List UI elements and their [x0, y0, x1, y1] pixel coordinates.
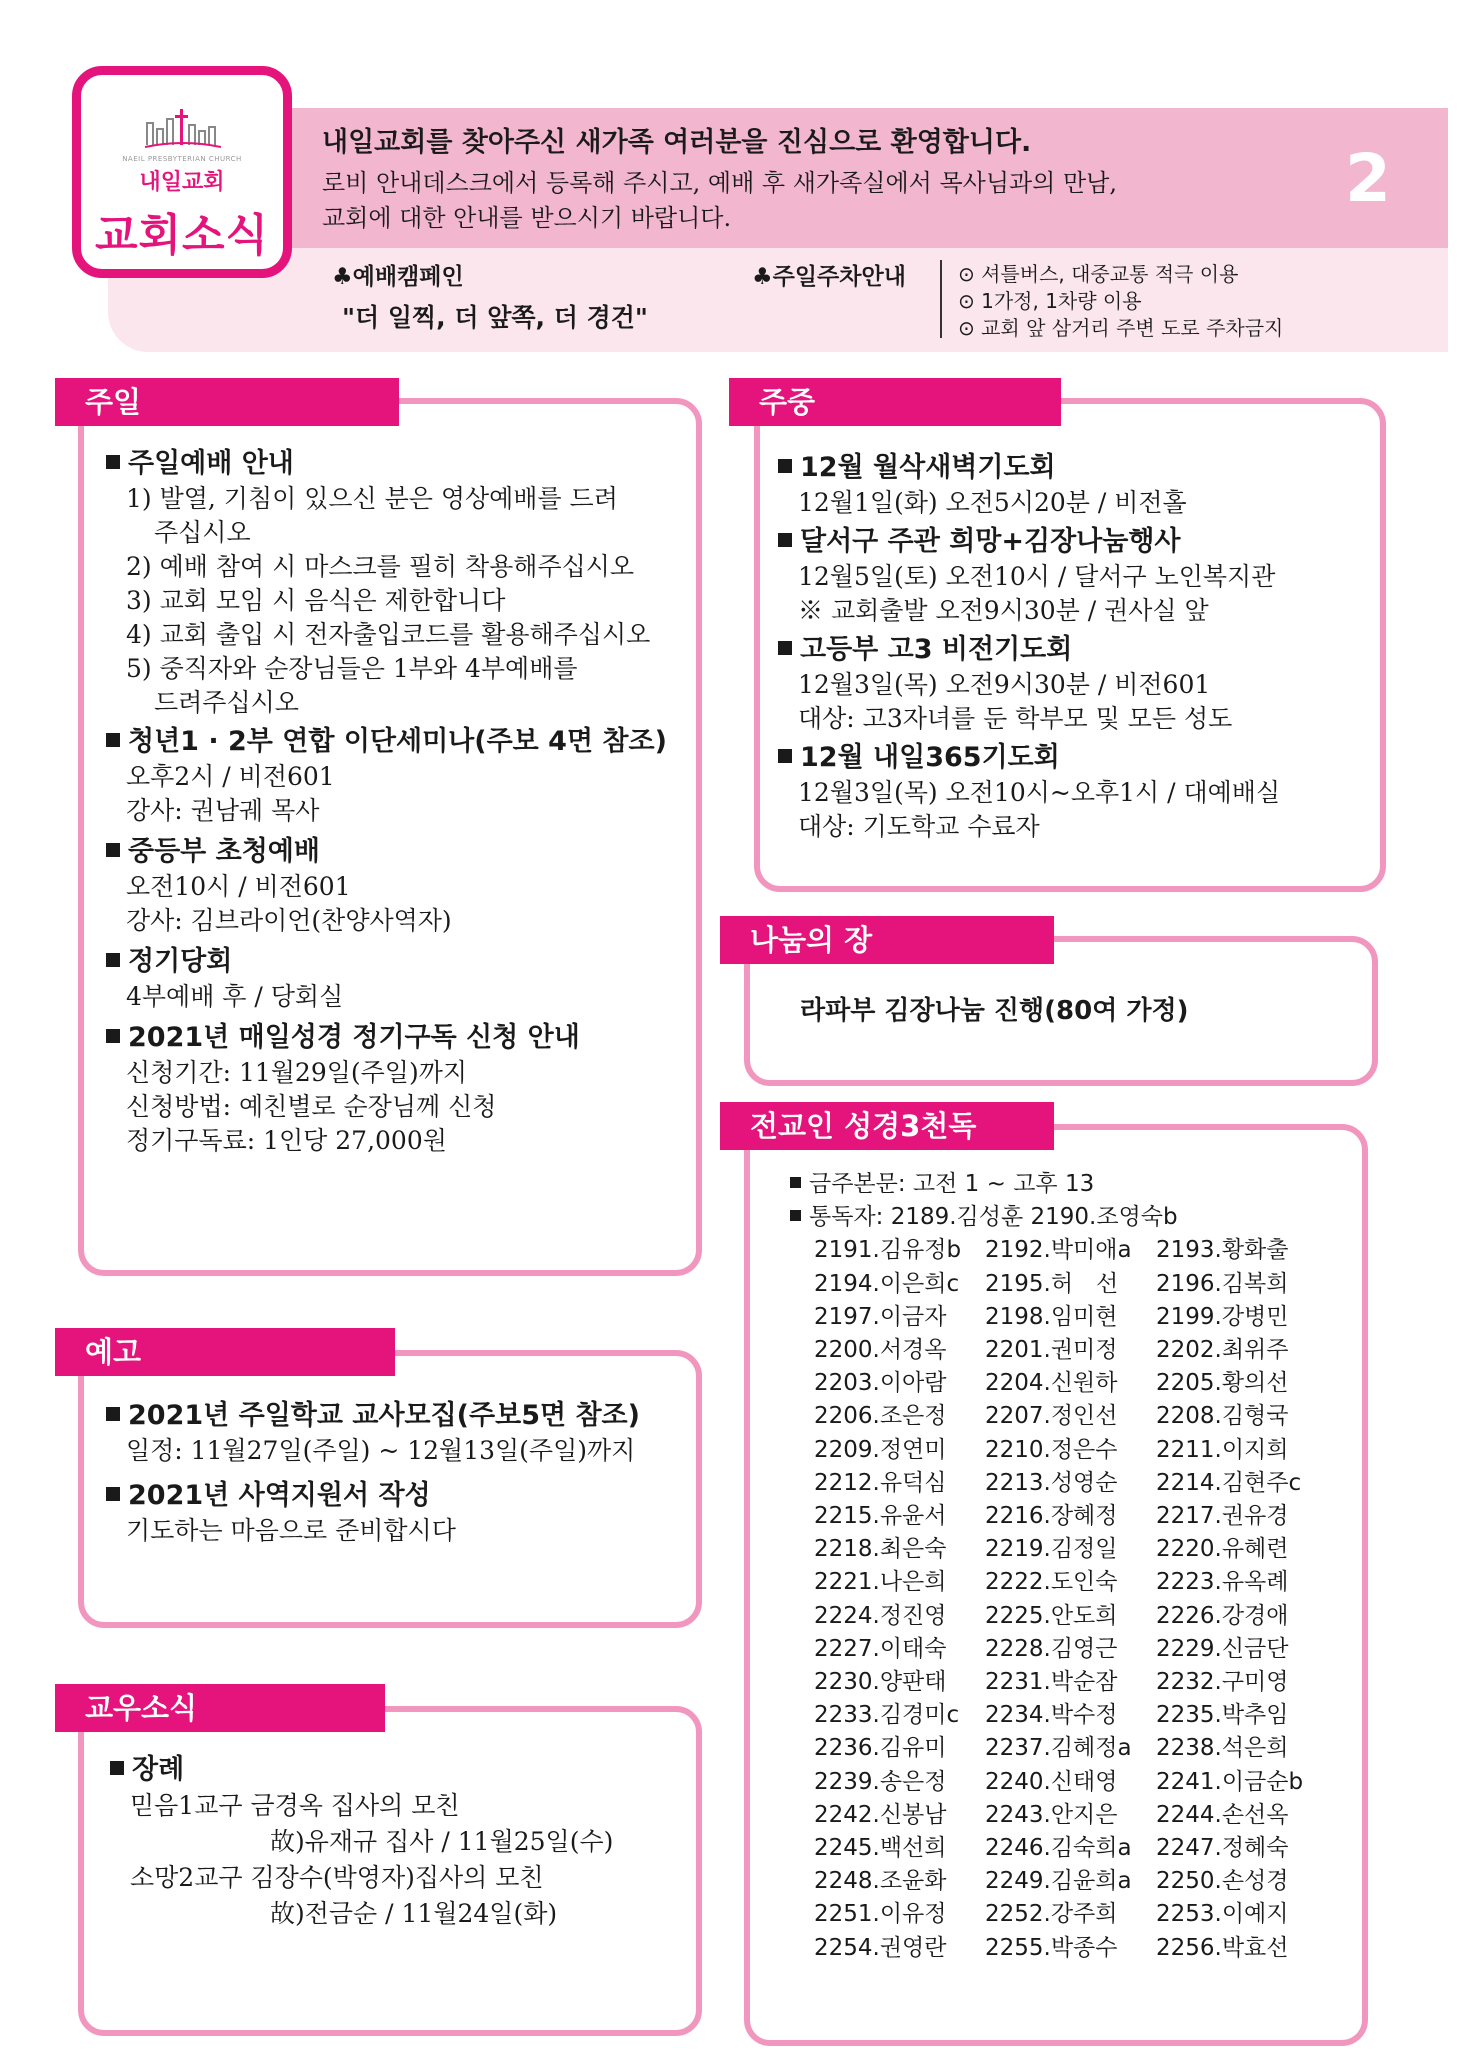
reader-name: 2240.신태영: [985, 1768, 1118, 1795]
reader-name: 2197.이금자: [814, 1303, 947, 1330]
reader-list: [790, 1234, 1327, 1964]
list-item: [814, 1666, 1327, 1699]
square-bullet-icon: [778, 641, 792, 655]
item-line: 12월3일(목) 오전9시30분 / 비전601: [798, 670, 1211, 699]
item-line: 신청기간: 11월29일(주일)까지: [126, 1058, 468, 1087]
reader-name: 2210.정은수: [985, 1436, 1118, 1463]
reader-name: 2200.서경옥: [814, 1337, 947, 1364]
list-item: [814, 1500, 1327, 1533]
item-line: 故)유재규 집사 / 11월25일(수): [270, 1827, 614, 1856]
sunday-content: [106, 446, 667, 1158]
list-item: [814, 1865, 1327, 1898]
reader-name: 2236.김유미: [814, 1735, 947, 1762]
item-line: 주십시오: [154, 518, 251, 547]
square-bullet-icon: [790, 1177, 801, 1188]
square-bullet-icon: [106, 733, 120, 747]
reader-name: 2250.손성경: [1156, 1868, 1289, 1895]
reader-name: 2233.김경미c: [814, 1702, 960, 1729]
reader-name: 2255.박종수: [985, 1934, 1118, 1961]
reader-name: 2242.신봉남: [814, 1801, 947, 1828]
divider: [940, 260, 942, 338]
item-line: 오후2시 / 비전601: [126, 762, 335, 791]
item-heading: 2021년 주일학교 교사모집(주보5면 참조): [106, 1398, 640, 1434]
logo-name: 내일교회: [139, 170, 225, 195]
reader-name: 2196.김복희: [1156, 1270, 1289, 1297]
campaign-text: "더 일찍, 더 앞쪽, 더 경건": [342, 303, 648, 332]
parking-item: ⊙ 1가정, 1차량 이용: [958, 289, 1142, 313]
mission-readers-intro: 통독자: 2189.김성훈 2190.조영숙b: [790, 1201, 1327, 1234]
parking-item: ⊙ 교회 앞 삼거리 주변 도로 주차금지: [958, 316, 1284, 340]
reader-name: 2194.이은희c: [814, 1270, 960, 1297]
reader-name: 2206.조은정: [814, 1403, 947, 1430]
reader-name: 2254.권영란: [814, 1934, 947, 1961]
weekday-content: [778, 450, 1280, 844]
welcome-headline: 내일교회를 찾아주신 새가족 여러분을 진심으로 환영합니다.: [322, 127, 1032, 158]
reader-name: 2248.조윤화: [814, 1868, 947, 1895]
reader-name: 2224.정진영: [814, 1602, 947, 1629]
reader-name: 2211.이지희: [1156, 1436, 1289, 1463]
list-item: [814, 1467, 1327, 1500]
members-content: [110, 1752, 613, 1932]
item-line: 4) 교회 출입 시 전자출입코드를 활용해주십시오: [126, 620, 651, 649]
item-line: 故)전금순 / 11월24일(화): [270, 1899, 558, 1928]
mission-passage: 금주본문: 고전 1 ~ 고후 13: [790, 1168, 1327, 1201]
mission-content: [790, 1168, 1327, 1965]
item-heading: 고등부 고3 비전기도회: [778, 632, 1280, 668]
parking-item: ⊙ 셔틀버스, 대중교통 적극 이용: [958, 262, 1239, 286]
list-item: [814, 1234, 1327, 1267]
item-line: 강사: 권남궤 목사: [126, 796, 320, 825]
square-bullet-icon: [778, 749, 792, 763]
reader-name: 2245.백선희: [814, 1835, 947, 1862]
page-number: 2: [1345, 140, 1391, 217]
item-heading: 2021년 매일성경 정기구독 신청 안내: [106, 1020, 667, 1056]
welcome-line: 로비 안내데스크에서 등록해 주시고, 예배 후 새가족실에서 목사님과의 만남,: [322, 169, 1117, 197]
item-line: 4부예배 후 / 당회실: [126, 982, 344, 1011]
logo-subtitle: NAEIL PRESBYTERIAN CHURCH: [122, 155, 242, 163]
item-line: ※ 교회출발 오전9시30분 / 권사실 앞: [798, 596, 1209, 625]
reader-name: 2229.신금단: [1156, 1635, 1289, 1662]
list-item: [814, 1533, 1327, 1566]
item-line: 12월1일(화) 오전5시20분 / 비전홀: [798, 488, 1187, 517]
reader-name: 2214.김현주c: [1156, 1469, 1302, 1496]
reader-name: 2230.양판태: [814, 1669, 947, 1696]
list-item: [814, 1633, 1327, 1666]
item-heading: 청년1 · 2부 연합 이단세미나(주보 4면 참조): [106, 724, 667, 760]
tab-members: 교우소식: [55, 1684, 385, 1732]
reader-name: 2219.김정일: [985, 1536, 1118, 1563]
item-line: 12월3일(목) 오전10시~오후1시 / 대예배실: [798, 778, 1281, 807]
reader-name: 2247.정혜숙: [1156, 1835, 1289, 1862]
reader-name: 2215.유윤서: [814, 1503, 947, 1530]
tab-sharing: 나눔의 장: [720, 916, 1054, 964]
list-item: [814, 1732, 1327, 1765]
reader-name: 2198.임미현: [985, 1303, 1118, 1330]
reader-name: 2231.박순잠: [985, 1669, 1118, 1696]
reader-name: 2237.김혜정a: [985, 1735, 1132, 1762]
campaign-label: ♣예배캠페인: [332, 264, 464, 290]
tab-weekday: 주중: [729, 378, 1061, 426]
reader-name: 2220.유혜련: [1156, 1536, 1289, 1563]
reader-name: 2234.박수정: [985, 1702, 1118, 1729]
page-title: 교회소식: [94, 210, 269, 261]
reader-name: 2238.석은희: [1156, 1735, 1289, 1762]
reader-name: 2226.강경애: [1156, 1602, 1289, 1629]
list-item: [814, 1301, 1327, 1334]
reader-name: 2253.이예지: [1156, 1901, 1289, 1928]
item-line: 신청방법: 예친별로 순장님께 신청: [126, 1092, 497, 1121]
item-heading: 중등부 초청예배: [106, 834, 667, 870]
list-item: [814, 1799, 1327, 1832]
item-line: 2) 예배 참여 시 마스크를 필히 착용해주십시오: [126, 552, 635, 581]
reader-name: 2223.유옥례: [1156, 1569, 1289, 1596]
item-line: 오전10시 / 비전601: [126, 872, 351, 901]
list-item: [814, 1600, 1327, 1633]
item-line: 정기구독료: 1인당 27,000원: [126, 1126, 447, 1155]
square-bullet-icon: [106, 1407, 120, 1421]
reader-name: 2207.정인선: [985, 1403, 1118, 1430]
item-line: 강사: 김브라이언(찬양사역자): [126, 906, 452, 935]
reader-name: 2232.구미영: [1156, 1669, 1289, 1696]
reader-name: 2203.이아람: [814, 1370, 947, 1397]
item-line: 12월5일(토) 오전10시 / 달서구 노인복지관: [798, 562, 1276, 591]
reader-name: 2195.허 선: [985, 1270, 1119, 1297]
reader-name: 2249.김윤희a: [985, 1868, 1132, 1895]
reader-name: 2204.신원하: [985, 1370, 1118, 1397]
item-heading: 12월 내일365기도회: [778, 740, 1280, 776]
reader-name: 2225.안도희: [985, 1602, 1118, 1629]
list-item: [814, 1566, 1327, 1599]
item-heading: 장례: [110, 1752, 613, 1788]
reader-name: 2239.송은정: [814, 1768, 947, 1795]
square-bullet-icon: [778, 459, 792, 473]
reader-name: 2246.김숙희a: [985, 1835, 1132, 1862]
item-heading: 달서구 주관 희망+김장나눔행사: [778, 524, 1280, 560]
item-line: 소망2교구 김장수(박영자)집사의 모친: [130, 1863, 544, 1892]
reader-name: 2235.박추임: [1156, 1702, 1289, 1729]
welcome-line: 교회에 대한 안내를 받으시기 바랍니다.: [322, 204, 732, 232]
reader-name: 2244.손선옥: [1156, 1801, 1289, 1828]
tab-sunday: 주일: [55, 378, 399, 426]
item-line: 일정: 11월27일(주일) ~ 12월13일(주일)까지: [126, 1436, 636, 1465]
item-line: 믿음1교구 금경옥 집사의 모친: [130, 1791, 460, 1820]
square-bullet-icon: [790, 1210, 801, 1221]
reader-name: 2227.이태숙: [814, 1635, 947, 1662]
list-item: [814, 1898, 1327, 1931]
reader-name: 2191.김유정b: [814, 1237, 962, 1264]
list-item: [814, 1268, 1327, 1301]
reader-name: 2251.이유정: [814, 1901, 947, 1928]
item-heading: 주일예배 안내: [106, 446, 667, 482]
square-bullet-icon: [106, 843, 120, 857]
tab-mission: 전교인 성경3천독: [720, 1102, 1054, 1150]
reader-name: 2218.최은숙: [814, 1536, 947, 1563]
reader-name: 2216.장혜정: [985, 1503, 1118, 1530]
list-item: [814, 1334, 1327, 1367]
list-item: [814, 1766, 1327, 1799]
reader-name: 2241.이금순b: [1156, 1768, 1304, 1795]
reader-name: 2217.권유경: [1156, 1503, 1289, 1530]
reader-name: 2256.박효선: [1156, 1934, 1289, 1961]
item-heading: 2021년 사역지원서 작성: [106, 1478, 640, 1514]
church-skyline-logo-icon: [145, 105, 221, 151]
square-bullet-icon: [106, 1029, 120, 1043]
item-heading: 정기당회: [106, 944, 667, 980]
reader-name: 2205.황의선: [1156, 1370, 1289, 1397]
reader-name: 2209.정연미: [814, 1436, 947, 1463]
parking-label: ♣주일주차안내: [752, 264, 906, 290]
tab-notice: 예고: [55, 1328, 395, 1376]
notice-content: [106, 1398, 640, 1548]
item-heading: 12월 월삭새벽기도회: [778, 450, 1280, 486]
item-line: 대상: 기도학교 수료자: [798, 812, 1040, 841]
church-logo: [72, 66, 292, 278]
reader-name: 2201.권미정: [985, 1337, 1118, 1364]
list-item: [814, 1832, 1327, 1865]
list-item: [814, 1367, 1327, 1400]
reader-name: 2202.최위주: [1156, 1337, 1289, 1364]
list-item: [814, 1400, 1327, 1433]
item-line: 1) 발열, 기침이 있으신 분은 영상예배를 드려: [126, 484, 618, 513]
item-line: 드려주십시오: [154, 688, 299, 717]
item-line: 기도하는 마음으로 준비합시다: [126, 1516, 456, 1545]
reader-name: 2243.안지은: [985, 1801, 1118, 1828]
reader-name: 2212.유덕심: [814, 1469, 947, 1496]
reader-name: 2228.김영근: [985, 1635, 1118, 1662]
square-bullet-icon: [110, 1761, 124, 1775]
reader-name: 2192.박미애a: [985, 1237, 1132, 1264]
reader-name: 2208.김형국: [1156, 1403, 1289, 1430]
square-bullet-icon: [778, 533, 792, 547]
reader-name: 2199.강병민: [1156, 1303, 1289, 1330]
item-line: 대상: 고3자녀를 둔 학부모 및 모든 성도: [798, 704, 1233, 733]
square-bullet-icon: [106, 1487, 120, 1501]
square-bullet-icon: [106, 455, 120, 469]
item-line: 5) 중직자와 순장님들은 1부와 4부예배를: [126, 654, 578, 683]
item-line: 3) 교회 모임 시 음식은 제한합니다: [126, 586, 506, 615]
list-item: [814, 1434, 1327, 1467]
square-bullet-icon: [106, 953, 120, 967]
reader-name: 2252.강주희: [985, 1901, 1118, 1928]
list-item: [814, 1932, 1327, 1965]
reader-name: 2222.도인숙: [985, 1569, 1118, 1596]
list-item: [814, 1699, 1327, 1732]
reader-name: 2221.나은희: [814, 1569, 947, 1596]
reader-name: 2193.황화출: [1156, 1237, 1289, 1264]
reader-name: 2213.성영순: [985, 1469, 1118, 1496]
sharing-text: 라파부 김장나눔 진행(80여 가정): [800, 996, 1189, 1026]
